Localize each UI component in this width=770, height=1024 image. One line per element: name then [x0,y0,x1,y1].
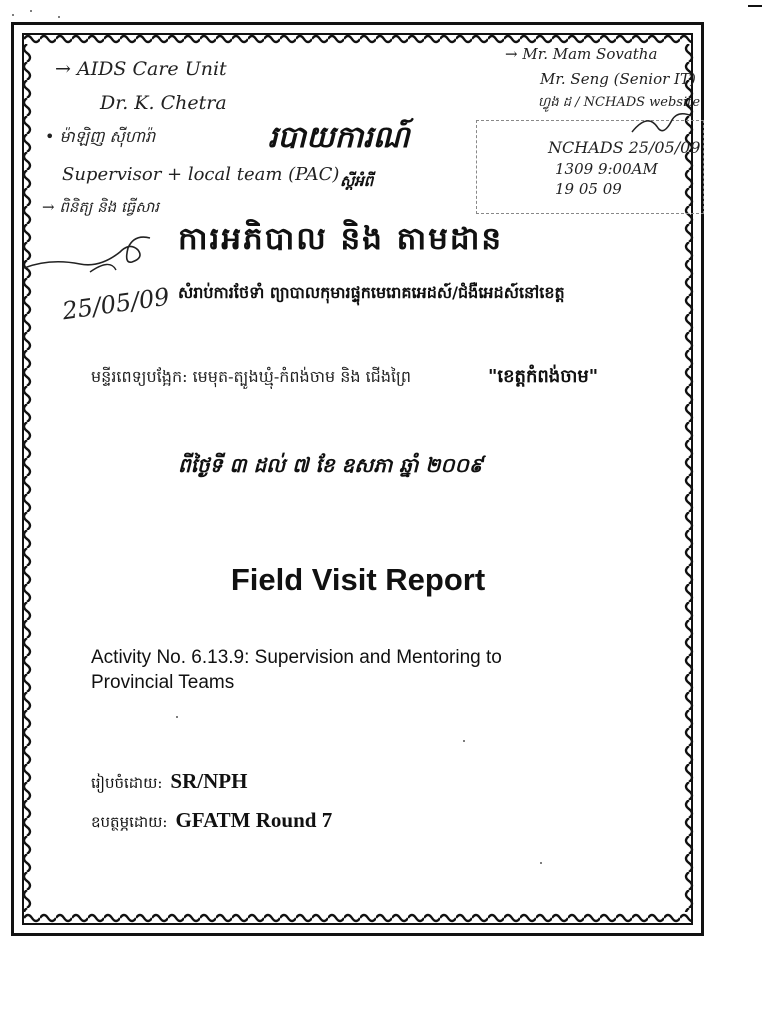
stamp-line: NCHADS 25/05/09 [548,138,701,157]
funded-by-row [91,808,332,835]
scan-mark [748,5,762,7]
activity-line: Activity No. 6.13.9: Supervision and Mentoring to [91,647,502,668]
handwritten-note: → AIDS Care Unit [55,58,227,80]
handwritten-note: → Mr. Mam Sovatha [505,45,658,63]
left-wave-border [21,44,33,912]
scan-speck [58,16,60,18]
hospitals-line-khmer: មន្ទីរពេទ្យបង្អែក: មេមុត-ត្បូងឃ្មុំ-កំពង់ចាម និង ជើងព្រៃ [91,367,411,386]
handwritten-note: • ម៉ាឡិញ ស៊ីហារ៉ា [45,127,156,146]
prepared-by-label: រៀបចំដោយ: [91,774,163,792]
handwritten-signature [628,108,698,138]
scan-speck [30,10,32,12]
activity-description [91,645,611,695]
scan-speck [176,716,178,718]
funded-by-label: ឧបត្ថម្ភដោយ: [91,813,168,831]
handwritten-note: Dr. K. Chetra [100,92,227,114]
scan-speck [540,862,542,864]
handwritten-note: ហ្វូង ដ / NCHADS website [538,95,701,110]
handwritten-signature [20,228,160,278]
stamp-line: 19 05 09 [555,180,622,198]
handwritten-note: → ពិនិត្យ និង ធ្វើសារ [42,198,160,216]
activity-line: Provincial Teams [91,672,235,693]
province-name-khmer: "ខេត្តកំពង់ចាម" [488,366,599,387]
prepared-by-value: SR/NPH [170,769,248,793]
visit-date-khmer: ពីថ្ងៃទី ៣ ដល់ ៧ ខែ ឧសភា ឆ្នាំ ២០០៩ [178,453,483,477]
subject-heading-khmer: ការអភិបាល និង តាមដាន [178,221,504,257]
handwritten-date: 25/05/09 [60,282,172,326]
top-wave-border [24,33,692,45]
stamp-line: 1309 9:00AM [555,160,658,178]
purpose-line-khmer: សំរាប់ការថែទាំ ព្យាបាលកុមារផ្ទុកមេរោគអេដស៍/ជំងឺអេដស៍នៅខេត្ត [178,283,565,302]
handwritten-note: Supervisor + local team (PAC) [62,164,340,185]
scan-speck [463,740,465,742]
funded-by-value: GFATM Round 7 [175,808,333,832]
report-heading-khmer: របាយការណ៍ [268,120,410,155]
scan-speck [12,14,14,16]
handwritten-note: Mr. Seng (Senior IT) [540,70,696,88]
about-label-khmer: ស្តីអំពី [340,172,374,190]
report-title: Field Visit Report [230,562,486,597]
prepared-by-row [91,769,247,796]
bottom-wave-border [24,912,692,924]
